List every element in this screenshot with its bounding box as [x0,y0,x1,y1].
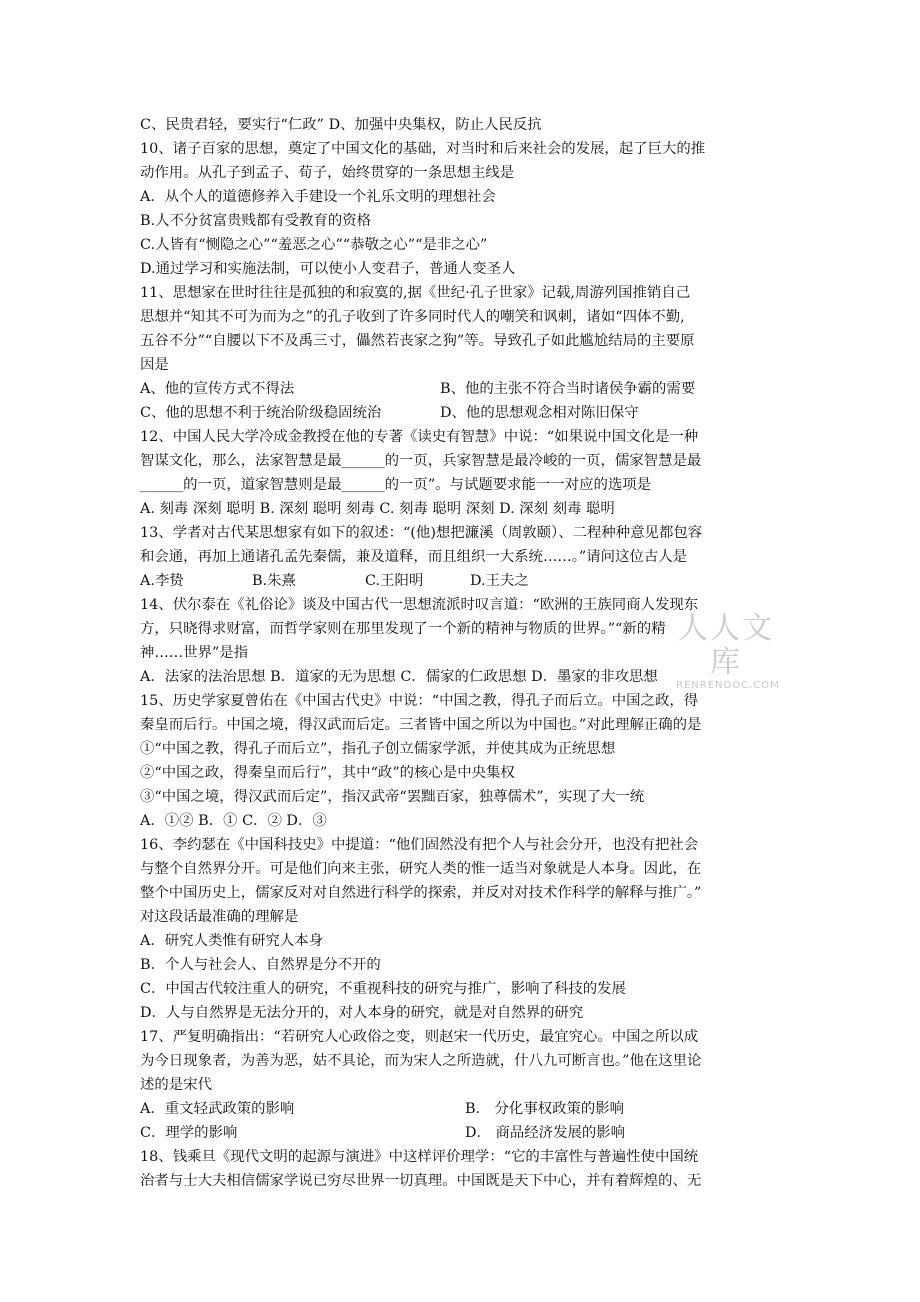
text-line: 14、伏尔泰在《礼俗论》谈及中国古代一思想流派时叹言道：“欧洲的王族同商人发现东 [140,597,699,613]
text-line: B．个人与社会人、自然界是分不开的 [140,957,381,973]
text-line: 15、历史学家夏曾佑在《中国古代史》中说：“中国之教，得孔子而后立。中国之政，得 [140,693,699,709]
text-line: 16、李约瑟在《中国科技史》中提道：“他们固然没有把个人与社会分开，也没有把社会 [140,837,699,853]
watermark-logo [676,611,780,692]
text-line: 动作用。从孔子到孟子、荀子，始终贯穿的一条思想主线是 [140,165,515,181]
watermark-main-text: 人人文库 [678,611,774,680]
option-text: D.王夫之 [470,573,529,589]
text-line: A．从个人的道德修养入手建设一个礼乐文明的理想社会 [140,189,496,205]
text-line: A．①② B．① C．② D．③ [140,813,327,829]
option-text: A．重文轻武政策的影响 [140,1101,295,1117]
text-line: 与整个自然界分开。可是他们向来主张，研究人类的惟一适当对象就是人本身。因此，在 [140,861,702,877]
text-line: ②“中国之政，得秦皇而后行”，其中“政”的核心是中央集权 [140,765,515,781]
option-text: C、他的思想不利于统治阶级稳固统治 [140,405,382,421]
text-line: C、民贵君轻，要实行“仁政” D、加强中央集权，防止人民反抗 [140,117,542,133]
text-line: 13、学者对古代某思想家有如下的叙述：“(他)想把濂溪（周敦颐）、二程种种意见都包容 [140,525,703,541]
text-line: 18、钱乘旦《现代文明的起源与演进》中这样评价理学：“它的丰富性与普遍性使中国统 [140,1149,699,1165]
text-line: 和会通，再加上通诸孔孟先秦儒，兼及道释，而且组织一大系统……。”请问这位古人是 [140,549,688,565]
text-line: 方，只晓得求财富，而哲学家则在那里发现了一个新的精神与物质的世界。”“新的精 [140,621,666,637]
option-text: C.王阳明 [365,573,424,589]
text-line: A. 刻毒 深刻 聪明 B. 深刻 聪明 刻毒 C. 刻毒 聪明 深刻 D. 深刻 刻毒 聪明 [140,501,615,517]
text-line: 秦皇而后行。中国之境，得汉武而后定。三者皆中国之所以为中国也。”对此理解正确的是 [140,717,702,733]
text-line: 对这段话最准确的理解是 [140,909,299,925]
text-line: A．法家的法治思想 B．道家的无为思想 C．儒家的仁政思想 D．墨家的非攻思想 [140,669,658,685]
text-line: ①“中国之教，得孔子而后立”，指孔子创立儒家学派，并使其成为正统思想 [140,741,616,757]
text-line: 思想并“知其不可为而为之”的孔子收到了许多同时代人的嘲笑和讽刺，诸如“四体不勤, [140,309,685,325]
option-text: B． 分化事权政策的影响 [465,1101,625,1117]
option-text: B、他的主张不符合当时诸侯争霸的需要 [440,381,696,397]
text-line: 神……世界”是指 [140,645,249,661]
text-line: 治者与士大夫相信儒家学说已穷尽世界一切真理。中国既是天下中心，并有着辉煌的、无 [140,1173,702,1189]
option-text: A、他的宣传方式不得法 [140,381,295,397]
option-text: A.李贽 [140,573,184,589]
text-line: 12、中国人民大学冷成金教授在他的专著《读史有智慧》中说：“如果说中国文化是一种 [140,429,699,445]
text-line: 述的是宋代 [140,1077,212,1093]
text-line: 为今日现象者，为善为恶，姑不具论，而为宋人之所造就，什八九可断言也。”他在这里论 [140,1053,702,1069]
text-line: 智谋文化，那么，法家智慧是最______的一页，兵家智慧是最冷峻的一页，儒家智慧是最 [140,453,702,469]
text-line: A．研究人类惟有研究人本身 [140,933,324,949]
text-line: D.通过学习和实施法制，可以使小人变君子，普通人变圣人 [140,261,516,277]
text-line: ③“中国之境，得汉武而后定”，指汉武帝“罢黜百家，独尊儒术”，实现了大一统 [140,789,645,805]
text-line: 整个中国历史上，儒家反对对自然进行科学的探索，并反对对技术作科学的解释与推广。” [140,885,702,901]
text-line: 17、严复明确指出：“若研究人心政俗之变，则赵宋一代历史，最宜究心。中国之所以成 [140,1029,699,1045]
text-line: ______的一页，道家智慧则是最______的一页”。与试题要求能一一对应的选项是 [140,477,652,493]
option-text: D、他的思想观念相对陈旧保守 [440,405,639,421]
text-line: B.人不分贫富贵贱都有受教育的资格 [140,213,372,229]
option-text: D． 商品经济发展的影响 [465,1125,626,1141]
text-line: 五谷不分”“自腰以下不及禹三寸，儡然若丧家之狗”等。导致孔子如此尴尬结局的主要原 [140,333,695,349]
text-line: D．人与自然界是无法分开的，对人本身的研究，就是对自然界的研究 [140,1005,584,1021]
text-line: 11、思想家在世时往往是孤独的和寂寞的,据《世纪·孔子世家》记载,周游列国推销自己 [140,285,691,301]
text-line: C.人皆有“恻隐之心”“羞恶之心”“恭敬之心”“是非之心” [140,237,488,253]
option-text: B.朱熹 [252,573,296,589]
text-line: 因是 [140,357,169,373]
text-line: 10、诸子百家的思想，奠定了中国文化的基础，对当时和后来社会的发展，起了巨大的推 [140,141,706,157]
option-text: C．理学的影响 [140,1125,238,1141]
watermark-sub-text: RENRENDOC.COM [676,680,780,691]
text-line: C．中国古代较注重人的研究，不重视科技的研究与推广，影响了科技的发展 [140,981,626,997]
